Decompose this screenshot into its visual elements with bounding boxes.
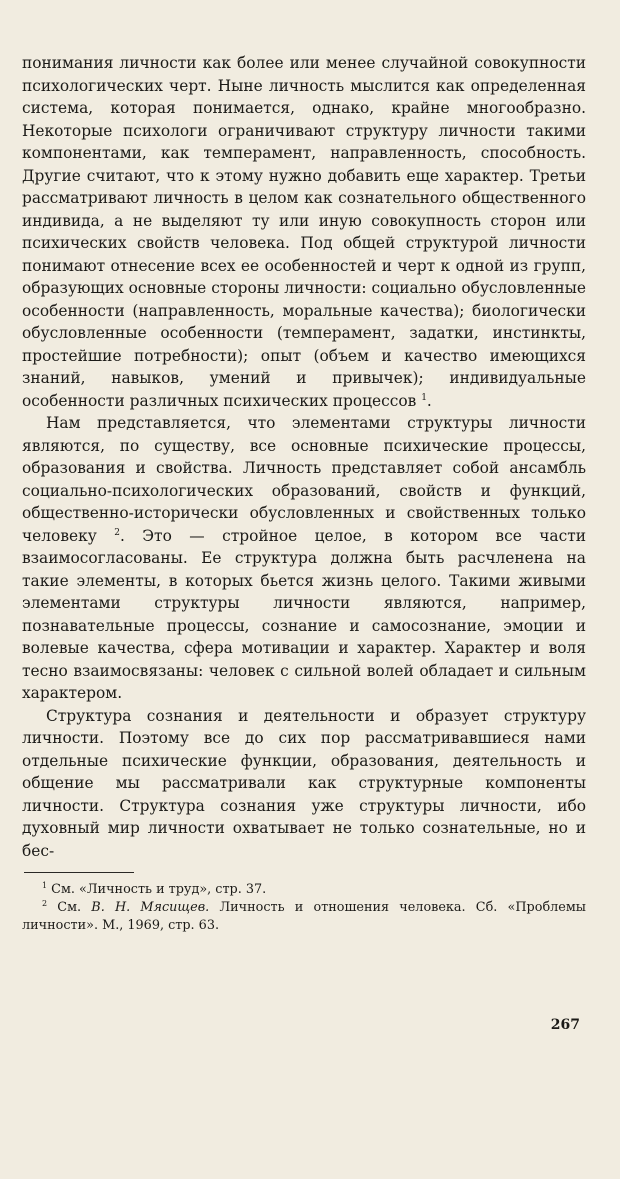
footnote-ref-1: 1 (421, 392, 427, 403)
paragraph-3 (22, 705, 586, 863)
footnote-2-text: Личность и отношения человека. Сб. «Проблемы личности». М., 1969, стр. 63. (22, 900, 586, 933)
main-text (22, 52, 586, 862)
footnote-divider (24, 872, 134, 873)
footnote-2-prefix: См. (57, 900, 82, 915)
paragraph-1: понимания личности как более или менее случайной совокупности психологических черт. Ныне личность мыслится как определенная система, которая понимается, однако, крайне многообразно. Некоторые психологи ограничивают структуру личности такими компонентами, как темперамент, направленность, способность. Другие считают, что к этому нужно добавить еще характер. Третьи рассматривают личность в целом как сознательного общественного индивида, а не выделяют ту или иную совокупность сторон или психических свойств человека. Под общей структурой личности понимают отнесение всех ее особенностей и черт к одной из групп, образующих основные стороны личности: социально обусловленные особенности (направленность, моральные качества); биологически обусловленные особенности (темперамент, задатки, инстинкты, простейшие потребности); опыт (объем и качество имеющихся знаний, навыков, умений и привычек); индивидуальные особенности различных психических процессов $^1$. (22, 54, 586, 410)
paragraph-2-text-b: . Это — стройное целое, в котором все части взаимосогласованы. Ее структура должна быть расчленена на такие элементы, в которых бьется жизнь целого. Такими живыми элементами структуры личности являются, например, познавательные процессы, сознание и самосознание, эмоции и волевые качества, сфера мотивации и характер. Характер и воля тесно взаимосвязаны: человек с сильной волей обладает и сильным характером. (22, 526, 586, 702)
paragraph-3-text: Структура сознания и деятельности и образует структуру личности. Поэтому все до сих пор рассматривавшиеся нами отдельные психические функции, образования, деятельность и общение мы рассматривали как структурные компоненты личности. Структура сознания уже структуры личности, ибо духовный мир личности охватывает не только сознательные, но и бес- (22, 706, 586, 860)
paragraph-2-text-a: Нам представляется, что элементами структуры личности являются, по существу, все основные психические процессы, образования и свойства. Личность представляет собой ансамбль социально-психологических образований, свойств и функций, общественно-исторически обусловленных и свойственных только человеку (22, 414, 586, 545)
footnote-1-text: См. «Личность и труд», стр. 37. (51, 882, 267, 897)
footnote-1-marker: 1 (42, 881, 48, 890)
footnote-2-marker: 2 (42, 899, 48, 908)
footnote-1 (22, 881, 586, 899)
paragraph-1-text: понимания личности как более или менее случайной совокупности психологических черт. Ныне личность мыслится как определенная система, которая понимается, однако, крайне многообразно. Некоторые психологи ограничивают структуру личности такими компонентами, как темперамент, направленность, способность. Другие считают, что к этому нужно добавить еще характер. Третьи рассматривают личность в целом как сознательного общественного индивида, а не выделяют ту или иную совокупность сторон или психических свойств человека. Под общей структурой личности понимают отнесение всех ее особенностей и черт к одной из групп, образующих основные стороны личности: социально обусловленные особенности (направленность, моральные качества); биологически обусловленные особенности (темперамент, задатки, инстинкты, простейшие потребности); опыт (объем и качество имеющихся знаний, навыков, умений и привычек); индивидуальные особенности различных психических процессов (22, 54, 586, 410)
paragraph-2 (22, 412, 586, 705)
footnote-2-author: В. Н. Мясищев. (91, 900, 210, 915)
page-number: 267 (550, 1017, 580, 1033)
footnote-2 (22, 899, 586, 935)
footnotes (22, 881, 586, 935)
footnote-ref-2: 2 (114, 527, 120, 538)
